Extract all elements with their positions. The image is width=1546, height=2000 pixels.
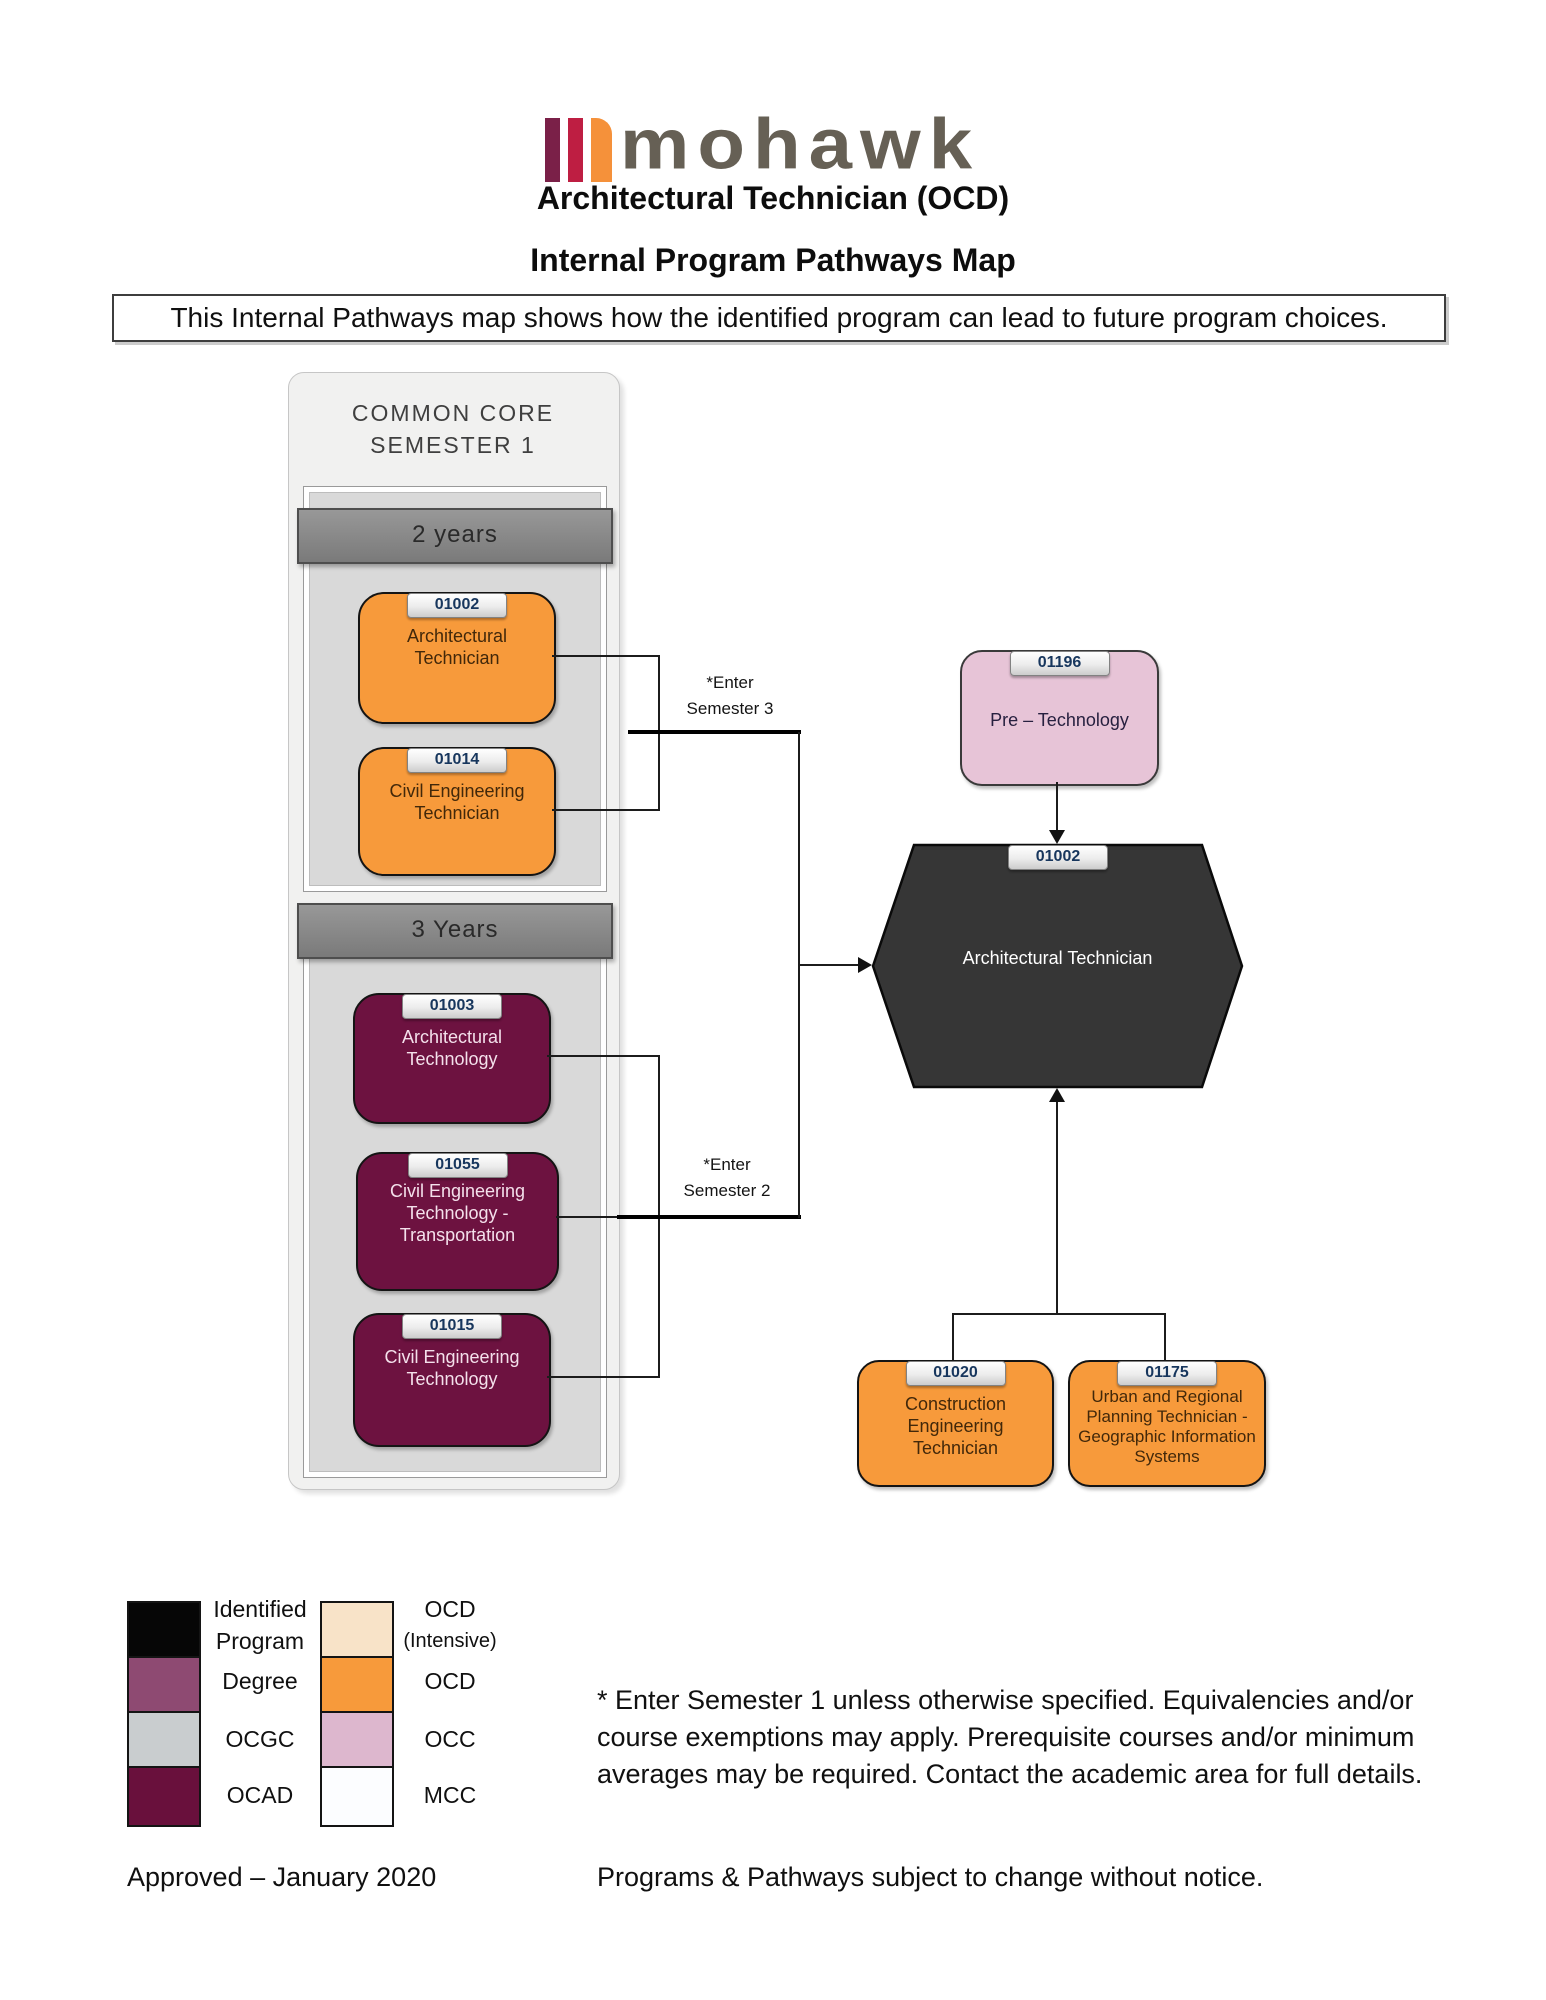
legend-swatch-ocad [127,1766,201,1827]
page-subtitle: Internal Program Pathways Map [530,242,1016,278]
program-code-tab: 01020 [906,1361,1006,1386]
program-name: Civil Engineering Technology - Transportation [389,1181,526,1245]
program-code-tab: 01003 [402,994,502,1019]
enter-semester-2-line1: *Enter [703,1155,751,1174]
legend-swatch-ocd [320,1656,394,1717]
enter-semester-2-label [652,1152,802,1204]
connector-line [552,809,660,811]
program-name: Urban and Regional Planning Technician - Geographic Information Systems [1078,1387,1256,1467]
program-box-01055 [356,1152,559,1291]
legend-label-degree: Degree [222,1668,298,1694]
legend-label-mcc: MCC [423,1782,477,1808]
connector-line [952,1313,1166,1315]
program-box-01196 [960,650,1159,786]
program-code-tab: 01002 [1008,845,1108,870]
mohawk-logo-bar-3-icon [591,118,612,182]
arrowhead-up-icon [1049,1088,1065,1102]
common-core-title-line1: COMMON CORE [351,400,555,426]
program-box-01002 [358,592,556,724]
footnote-line1: * Enter Semester 1 unless otherwise specified. Equivalencies and/or [597,1685,1414,1715]
program-name: Civil Engineering Technician [389,781,525,823]
connector-line [798,732,800,1218]
identified-program-name: Architectural Technician [962,948,1153,968]
legend-label-identified: Identified [213,1596,307,1622]
legend-label-ocd-intensive-1: OCD [424,1596,476,1622]
program-code-tab: 01015 [402,1314,502,1339]
legend-label-ocad: OCAD [226,1782,294,1808]
connector-line [1056,782,1058,832]
duration-banner-3years: 3 Years [297,903,613,959]
enter-semester-3-line1: *Enter [706,673,754,692]
program-name: Pre – Technology [990,710,1129,730]
connector-line [952,1313,954,1361]
legend-label-ocd-intensive-2: (Intensive) [403,1630,497,1652]
enter-semester-3-line2: Semester 3 [686,699,774,718]
duration-banner-2years: 2 years [297,508,613,564]
legend-swatch-occ [320,1711,394,1772]
program-box-01003 [353,993,551,1124]
mohawk-wordmark: mohawk [620,103,981,185]
program-name: Architectural Technician [406,626,508,668]
footnote-line3: averages may be required. Contact the academic area for full details. [597,1759,1423,1789]
program-name: Construction Engineering Technician [904,1394,1007,1458]
legend-label-ocd: OCD [424,1668,476,1694]
connector-line [1164,1313,1166,1361]
common-core-title-line2: SEMESTER 1 [370,432,536,458]
program-box-01175 [1068,1360,1266,1487]
legend-swatch-ocd-intensive [320,1601,394,1662]
program-code-tab: 01055 [408,1153,508,1178]
connector-line [547,1376,660,1378]
connector-line [800,964,862,966]
legend-swatch-ocgc [127,1711,201,1772]
footnote-line2: course exemptions may apply. Prerequisite courses and/or minimum [597,1722,1415,1752]
program-code-tab: 01175 [1117,1361,1217,1386]
program-code-tab: 01014 [407,748,507,773]
legend-swatch-identified-program [127,1601,201,1662]
intro-note-box: This Internal Pathways map shows how the identified program can lead to future program choices. [112,294,1446,342]
mohawk-logo-bar-1-icon [545,118,560,182]
connector-line [547,1055,660,1057]
approved-date: Approved – January 2020 [127,1862,437,1892]
mohawk-logo-bar-2-icon [568,118,583,182]
footnote [597,1682,1422,1793]
enter-semester-2-line2: Semester 2 [683,1181,771,1200]
enter-semester-3-label [655,670,805,722]
program-name: Civil Engineering Technology [384,1347,520,1389]
page-title: Architectural Technician (OCD) [536,180,1010,216]
change-notice: Programs & Pathways subject to change without notice. [597,1862,1264,1892]
legend-label-program: Program [215,1628,305,1654]
program-box-01014 [358,747,556,876]
legend-swatch-mcc [320,1766,394,1827]
connector-line [552,655,660,657]
program-name: Architectural Technology [401,1027,503,1069]
connector-line-thick [628,730,801,734]
program-box-01020 [857,1360,1054,1487]
connector-line-thick [617,1215,801,1219]
program-code-tab: 01196 [1010,651,1110,676]
program-code-tab: 01002 [407,593,507,618]
legend-label-occ: OCC [424,1726,476,1752]
legend-swatch-degree [127,1656,201,1717]
legend-label-ocgc: OCGC [225,1726,295,1752]
program-box-01015 [353,1313,551,1447]
connector-line [1056,1098,1058,1314]
